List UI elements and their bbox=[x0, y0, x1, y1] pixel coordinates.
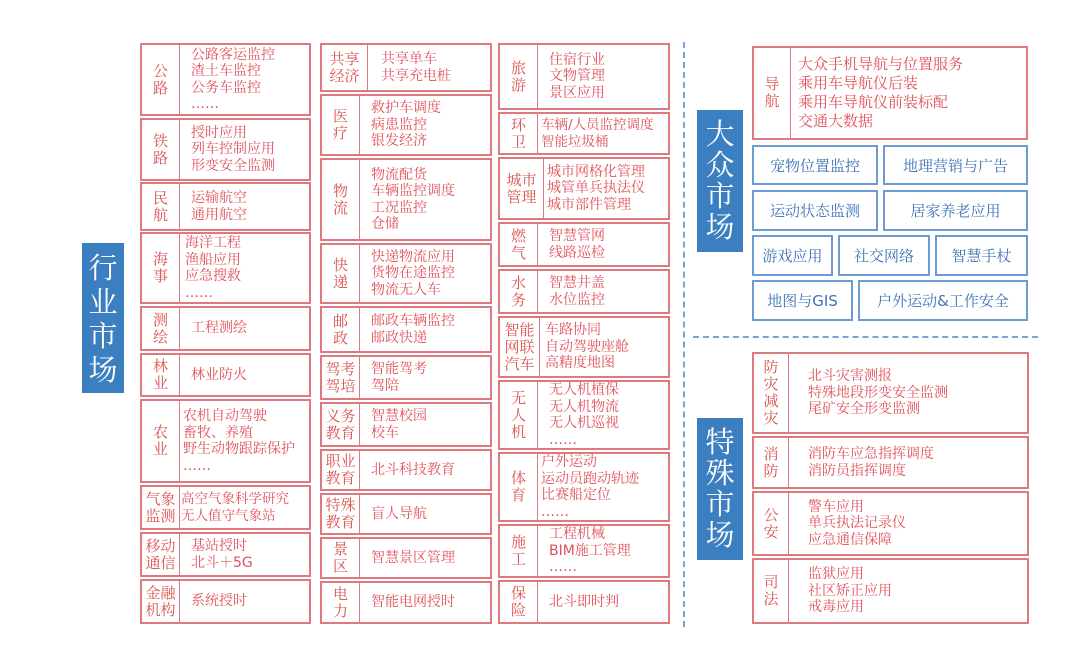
industry-col2-item: 智能驾考 bbox=[371, 361, 427, 377]
industry-col1-item: 运输航空 bbox=[191, 190, 247, 206]
special-market-label: 消 防 bbox=[754, 438, 789, 487]
industry-col3-item: 景区应用 bbox=[549, 84, 605, 101]
industry-col2-item: 邮政车辆监控 bbox=[371, 313, 455, 329]
industry-col2-label: 景 区 bbox=[322, 539, 360, 577]
category-mass-market: 大众市场 bbox=[697, 110, 743, 252]
industry-col1-box bbox=[140, 579, 311, 624]
special-market-item: 消防车应急指挥调度 bbox=[808, 446, 934, 462]
industry-col1-item: …… bbox=[185, 284, 213, 301]
industry-col2-label: 驾考 驾培 bbox=[322, 357, 360, 398]
industry-col3-label: 城市 管理 bbox=[500, 159, 544, 218]
industry-col1-item: 应急搜救 bbox=[185, 268, 241, 284]
industry-col2-item: 货物在途监控 bbox=[371, 265, 455, 282]
industry-col3-box bbox=[498, 524, 670, 578]
industry-col3-item: …… bbox=[549, 431, 577, 448]
mass-market-box: 地理营销与广告 bbox=[883, 145, 1028, 185]
industry-col1-label: 铁 路 bbox=[142, 120, 180, 179]
category-special-market: 特殊市场 bbox=[697, 418, 743, 560]
industry-col3-item: 车路协同 bbox=[545, 322, 601, 339]
industry-col1-item: 列车控制应用 bbox=[191, 141, 275, 158]
industry-col3-item: 城管单兵执法仪 bbox=[547, 180, 645, 197]
industry-col3-label: 保 险 bbox=[500, 582, 538, 622]
industry-col2-item: 救护车调度 bbox=[371, 100, 441, 117]
industry-col3-box bbox=[498, 112, 670, 155]
navigation-box bbox=[752, 46, 1028, 140]
industry-col1-box bbox=[140, 306, 311, 351]
industry-col2-item: 病患监控 bbox=[371, 116, 427, 133]
industry-col1-item: 农机自动驾驶 bbox=[183, 408, 267, 424]
industry-col2-label: 义务 教育 bbox=[322, 404, 360, 445]
industry-col2-box bbox=[320, 355, 492, 400]
industry-col3-label: 无 人 机 bbox=[500, 382, 538, 448]
industry-col3-label: 燃 气 bbox=[500, 224, 538, 265]
industry-col1-label: 气象 监测 bbox=[142, 487, 180, 528]
industry-col3-box bbox=[498, 580, 670, 624]
industry-col3-item: 城市网格化管理 bbox=[547, 163, 645, 180]
special-market-item: 社区矫正应用 bbox=[808, 582, 892, 599]
industry-col2-box bbox=[320, 537, 492, 579]
industry-col1-item: 授时应用 bbox=[191, 124, 247, 141]
industry-col3-label: 施 工 bbox=[500, 526, 538, 576]
industry-col2-label: 快 递 bbox=[322, 245, 360, 302]
industry-col2-label: 物 流 bbox=[322, 160, 360, 239]
industry-col3-box bbox=[498, 157, 670, 220]
industry-col2-box bbox=[320, 449, 492, 491]
industry-col2-label: 共享 经济 bbox=[322, 45, 368, 90]
special-market-item: 特殊地段形变安全监测 bbox=[808, 384, 948, 401]
special-market-label: 公 安 bbox=[754, 493, 789, 554]
industry-col2-box bbox=[320, 493, 492, 535]
mass-market-box: 智慧手杖 bbox=[935, 235, 1028, 276]
industry-col3-box bbox=[498, 43, 670, 110]
industry-col1-item: 海洋工程 bbox=[185, 235, 241, 251]
industry-col1-box bbox=[140, 353, 311, 397]
industry-col3-label: 水 务 bbox=[500, 271, 538, 312]
industry-col3-label: 体 育 bbox=[500, 454, 538, 520]
industry-col1-item: 通用航空 bbox=[191, 206, 247, 223]
industry-col2-box bbox=[320, 306, 492, 353]
industry-col1-item: 野生动物跟踪保护 bbox=[183, 441, 295, 457]
industry-col2-item: 快递物流应用 bbox=[371, 248, 455, 265]
industry-col1-item: …… bbox=[183, 457, 211, 474]
special-market-item: 消防员指挥调度 bbox=[808, 462, 906, 479]
special-market-item: 监狱应用 bbox=[808, 566, 864, 583]
industry-col3-item: 自动驾驶座舱 bbox=[545, 338, 629, 355]
industry-col3-item: 无人机物流 bbox=[549, 398, 619, 415]
industry-col1-label: 金融 机构 bbox=[142, 581, 180, 622]
industry-col3-box bbox=[498, 452, 670, 522]
industry-col2-item: 智慧景区管理 bbox=[371, 549, 455, 566]
industry-col1-item: 公务车监控 bbox=[191, 79, 261, 96]
industry-col2-item: 盲人导航 bbox=[371, 505, 427, 522]
industry-col1-label: 测 绘 bbox=[142, 308, 180, 349]
mass-market-box: 社交网络 bbox=[838, 235, 930, 276]
category-industry-market: 行业市场 bbox=[82, 243, 124, 393]
industry-col2-item: 驾陪 bbox=[371, 377, 399, 394]
industry-col3-label: 环 卫 bbox=[500, 114, 538, 153]
horizontal-divider bbox=[693, 336, 1038, 338]
industry-col3-box bbox=[498, 222, 670, 267]
industry-col3-item: 车辆/人员监控调度 bbox=[541, 117, 654, 133]
industry-col3-item: 户外运动 bbox=[541, 454, 597, 470]
mass-market-box: 宠物位置监控 bbox=[752, 145, 878, 185]
industry-col1-box bbox=[140, 232, 311, 304]
industry-col1-label: 农 业 bbox=[142, 401, 180, 481]
special-market-item: 北斗灾害测报 bbox=[808, 368, 892, 385]
industry-col1-box bbox=[140, 532, 311, 577]
industry-col2-item: 物流无人车 bbox=[371, 281, 441, 298]
industry-col3-item: 智慧井盖 bbox=[549, 275, 605, 291]
industry-col2-item: 共享单车 bbox=[381, 51, 437, 67]
industry-col3-label: 智能 网联 汽车 bbox=[500, 318, 540, 376]
industry-col3-item: BIM施工管理 bbox=[549, 542, 631, 559]
industry-col2-item: 共享充电桩 bbox=[381, 67, 451, 84]
industry-col3-box bbox=[498, 316, 670, 378]
industry-col2-item: 银发经济 bbox=[371, 133, 427, 150]
special-market-box bbox=[752, 352, 1029, 434]
industry-col2-label: 职业 教育 bbox=[322, 451, 360, 489]
industry-col2-label: 特殊 教育 bbox=[322, 495, 360, 533]
industry-col1-label: 林 业 bbox=[142, 355, 180, 395]
navigation-item: 乘用车导航仪后装 bbox=[798, 74, 919, 92]
industry-col3-item: 高精度地图 bbox=[545, 355, 615, 372]
industry-col2-item: 物流配货 bbox=[371, 166, 427, 183]
special-market-box bbox=[752, 436, 1029, 489]
industry-col2-box bbox=[320, 94, 492, 156]
industry-col1-item: 公路客运监控 bbox=[191, 46, 275, 63]
industry-col1-label: 海 事 bbox=[142, 234, 180, 302]
industry-col2-item: 北斗科技教育 bbox=[371, 461, 455, 478]
industry-col3-item: 文物管理 bbox=[549, 68, 605, 85]
industry-col3-box bbox=[498, 380, 670, 450]
industry-col2-item: 仓储 bbox=[371, 216, 399, 232]
industry-col1-item: 基站授时 bbox=[191, 538, 247, 554]
industry-col2-box bbox=[320, 158, 492, 241]
industry-col1-label: 移动 通信 bbox=[142, 534, 180, 575]
industry-col2-item: 工况监控 bbox=[371, 199, 427, 216]
industry-col1-item: 形变安全监测 bbox=[191, 157, 275, 174]
industry-col2-label: 医 疗 bbox=[322, 96, 360, 154]
navigation-label: 导 航 bbox=[754, 48, 791, 138]
mass-market-box: 居家养老应用 bbox=[883, 190, 1028, 231]
industry-col2-box bbox=[320, 243, 492, 304]
industry-col3-item: 运动员跑动轨迹 bbox=[541, 470, 639, 487]
industry-col3-item: …… bbox=[549, 559, 577, 576]
industry-col3-label: 旅 游 bbox=[500, 45, 538, 108]
industry-col1-box bbox=[140, 399, 311, 483]
special-market-label: 防 灾 减 灾 bbox=[754, 354, 789, 432]
navigation-item: 大众手机导航与位置服务 bbox=[798, 55, 964, 73]
industry-col3-item: 智慧管网 bbox=[549, 228, 605, 244]
industry-col3-item: …… bbox=[541, 503, 569, 520]
industry-col3-item: 城市部件管理 bbox=[547, 196, 631, 213]
industry-col1-item: 无人值守气象站 bbox=[181, 507, 276, 524]
mass-market-box: 游戏应用 bbox=[752, 235, 833, 276]
industry-col1-label: 公 路 bbox=[142, 45, 180, 114]
industry-col2-item: 智能电网授时 bbox=[371, 594, 455, 611]
industry-col1-box bbox=[140, 118, 311, 181]
industry-col1-box bbox=[140, 182, 311, 231]
special-market-item: 应急通信保障 bbox=[808, 531, 892, 548]
industry-col1-box bbox=[140, 43, 311, 116]
industry-col2-item: 邮政快递 bbox=[371, 329, 427, 346]
industry-col3-item: 水位监控 bbox=[549, 291, 605, 308]
industry-col1-item: 高空气象科学研究 bbox=[181, 491, 289, 507]
industry-col3-item: 比赛船定位 bbox=[541, 487, 611, 503]
industry-col1-item: 林业防火 bbox=[191, 366, 247, 383]
industry-col2-item: 校车 bbox=[371, 424, 399, 441]
navigation-item: 乘用车导航仪前装标配 bbox=[798, 93, 949, 111]
industry-col3-item: 工程机械 bbox=[549, 526, 605, 543]
industry-col2-box bbox=[320, 402, 492, 447]
industry-col3-item: 住宿行业 bbox=[549, 51, 605, 68]
special-market-item: 单兵执法记录仪 bbox=[808, 515, 906, 532]
industry-col3-box bbox=[498, 269, 670, 314]
mass-market-box: 运动状态监测 bbox=[752, 190, 878, 231]
mass-market-box: 户外运动&工作安全 bbox=[858, 280, 1028, 321]
industry-col1-item: 工程测绘 bbox=[191, 320, 247, 337]
special-market-item: 尾矿安全形变监测 bbox=[808, 401, 920, 418]
special-market-item: 戒毒应用 bbox=[808, 599, 864, 616]
industry-col1-item: 北斗＋5G bbox=[191, 554, 253, 571]
industry-col3-item: 线路巡检 bbox=[549, 244, 605, 261]
industry-col2-box bbox=[320, 581, 492, 624]
mass-market-box: 地图与GIS bbox=[752, 280, 853, 321]
industry-col1-item: 渔船应用 bbox=[185, 251, 241, 268]
industry-col2-label: 电 力 bbox=[322, 583, 360, 622]
industry-col3-item: 无人机植保 bbox=[549, 382, 619, 398]
industry-col1-item: 畜牧、养殖 bbox=[183, 424, 253, 441]
special-market-box bbox=[752, 491, 1029, 556]
industry-col2-box bbox=[320, 43, 492, 92]
special-market-label: 司 法 bbox=[754, 560, 789, 622]
industry-col3-item: 无人机巡视 bbox=[549, 415, 619, 431]
industry-col1-item: 渣土车监控 bbox=[191, 63, 261, 79]
industry-col1-label: 民 航 bbox=[142, 184, 180, 229]
industry-col1-item: …… bbox=[191, 96, 219, 112]
industry-col2-item: 车辆监控调度 bbox=[371, 183, 455, 199]
industry-col1-item: 系统授时 bbox=[191, 593, 247, 610]
special-market-item: 警车应用 bbox=[808, 498, 864, 515]
special-market-box bbox=[752, 558, 1029, 624]
industry-col2-label: 邮 政 bbox=[322, 308, 360, 351]
navigation-item: 交通大数据 bbox=[798, 112, 874, 130]
industry-col2-item: 智慧校园 bbox=[371, 408, 427, 424]
industry-col3-item: 北斗即时判 bbox=[549, 593, 619, 610]
vertical-divider bbox=[683, 42, 685, 627]
industry-col1-box bbox=[140, 485, 311, 530]
industry-col3-item: 智能垃圾桶 bbox=[541, 133, 609, 150]
